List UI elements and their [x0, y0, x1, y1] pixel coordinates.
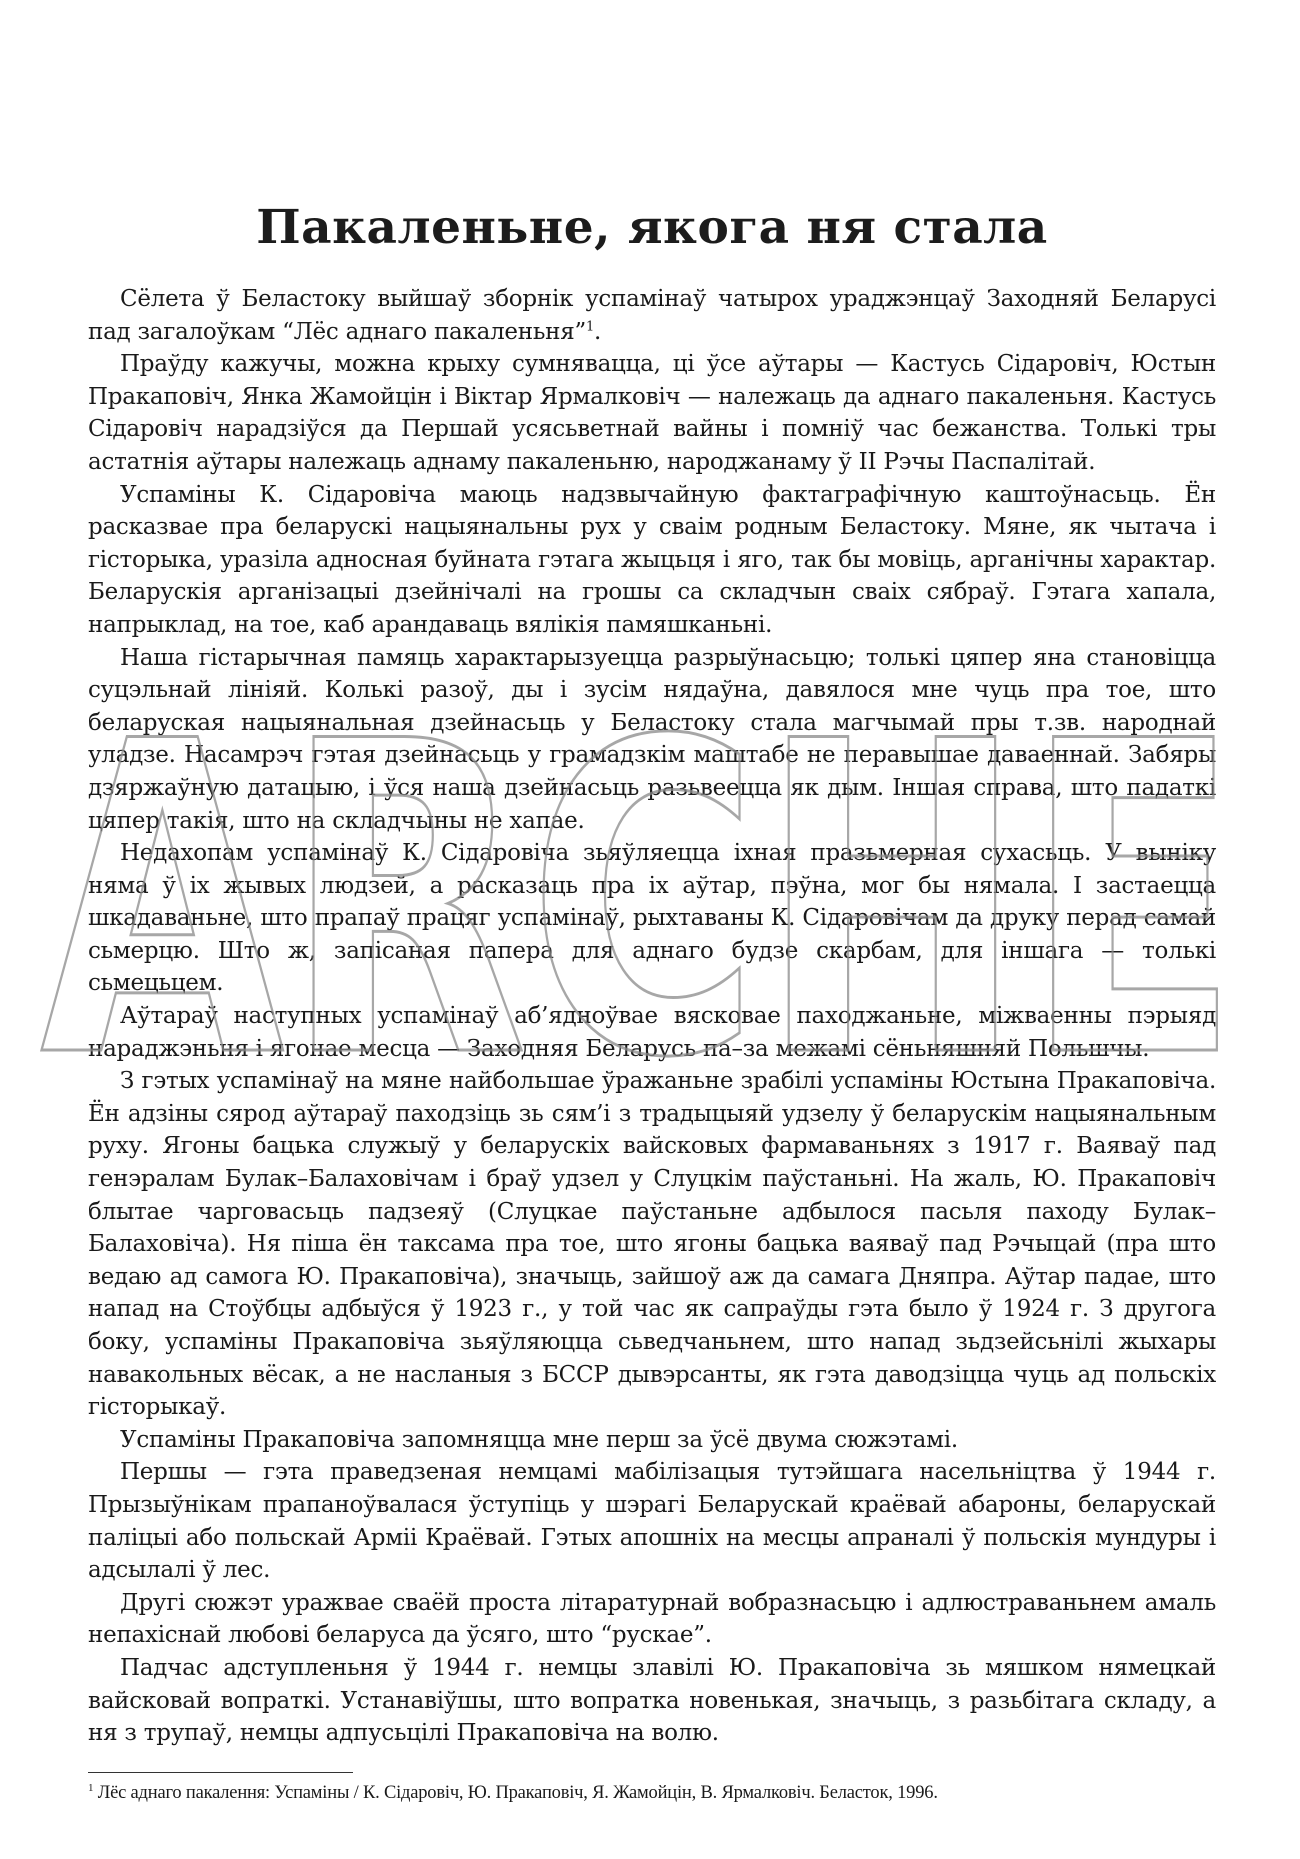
footnote-divider — [88, 1772, 353, 1773]
document-page — [88, 200, 1216, 1805]
article-body — [88, 283, 1216, 1750]
paragraph-text: Сёлета ў Беластоку выйшаў зборнік успамінаў чатырох ураджэнцаў Заходняй Беларусі пад загалоўкам “Лёс аднаго пакаленьня” — [88, 286, 1216, 345]
paragraph: Успаміны К. Сідаровіча маюць надзвычайную фактаграфічную каштоўнасьць. Ён расказвае пра беларускі нацыянальны рух у сваім родным Беластоку. Мяне, як чытача і гісторыка, уразіла адносная буйната гэтага жыцьця і яго, так бы мовіць, арганічны характар. Беларускія арганізацыі дзейнічалі на грошы са складчын сваіх сябраў. Гэтага хапала, напрыклад, на тое, каб арандаваць вялікія памяшканьні. — [88, 481, 1216, 638]
paragraph: Першы — гэта праведзеная немцамі мабілізацыя тутэйшага насельніцтва ў 1944 г. Прызыўнікам прапаноўвалася ўступіць у шэрагі Беларускай краёвай абароны, беларускай паліцыі або польскай Арміі Краёвай. Гэтых апошніх на месцы апраналі ў польскія мундуры і адсылалі ў лес. — [88, 1459, 1216, 1584]
footnote-number: 1 — [88, 1781, 94, 1794]
watermark-text: ARCHE — [40, 652, 1240, 1140]
paragraph: Аўтараў наступных успамінаў аб’ядноўвае вясковае паходжаньне, міжваенны пэрыяд нараджэньня і ягонае месца — Заходняя Беларусь па–за межамі сёньняшняй Польшчы. — [88, 1003, 1216, 1062]
article-title: Пакаленьне, якога ня стала — [256, 200, 1048, 255]
footnote-reference: 1 — [586, 318, 595, 334]
paragraph: Другі сюжэт уражвае сваёй проста літаратурнай вобразнасьцю і адлюстраваньнем амаль непахіснай любові беларуса да ўсяго, што “рускае”. — [88, 1589, 1216, 1649]
paragraph-end-punctuation: . — [594, 318, 602, 345]
paragraph: Успаміны Пракаповіча запомняцца мне перш за ўсё двума сюжэтамі. — [120, 1426, 958, 1453]
paragraph — [88, 283, 1216, 348]
footnote — [88, 1781, 1216, 1805]
paragraph: Праўду кажучы, можна крыху сумнявацца, ці ўсе аўтары — Кастусь Сідаровіч, Юстын Пракаповіч, Янка Жамойцін і Віктар Ярмалковіч — належаць да аднаго пакаленьня. Кастусь Сідаровіч нарадзіўся да Першай усясьветнай вайны і помніў час бежанства. Толькі тры астатнія аўтары належаць аднаму пакаленьню, народжанаму ў ІІ Рэчы Паспалітай. — [88, 351, 1216, 475]
paragraph: Недахопам успамінаў К. Сідаровіча зьяўляецца іхная празьмерная сухасьць. У выніку няма ў іх жывых людзей, а расказаць пра іх аўтар, пэўна, мог бы нямала. І застаецца шкадаваньне, што прапаў працяг успамінаў, рыхтаваны К. Сідаровічам да друку перад самай сьмерцю. Што ж, запісаная папера для аднаго будзе скарбам, для іншага — толькі сьмецьцем. — [88, 840, 1216, 997]
paragraph: Падчас адступленьня ў 1944 г. немцы злавілі Ю. Пракаповіча зь мяшком нямецкай вайсковай вопраткі. Устанавіўшы, што вопратка новенькая, значыць, з разьбітага складу, а ня з трупаў, немцы адпусьцілі Пракаповіча на волю. — [88, 1654, 1216, 1747]
paragraph: З гэтых успамінаў на мяне найбольшае ўражаньне зрабілі успаміны Юстына Пракаповіча. Ён адзіны сярод аўтараў паходзіць зь сям’і з традыцыяй удзелу ў беларускім нацыянальным руху. Ягоны бацька служыў у беларускіх вайсковых фармаваньнях з 1917 г. Ваяваў пад генэралам Булак–Балаховічам і браў удзел у Слуцкім паўстаньні. На жаль, Ю. Пракаповіч блытае чарговасьць падзеяў (Слуцкае паўстаньне адбылося пасьля паходу Булак–Балаховіча). Ня піша ён таксама пра тое, што ягоны бацька ваяваў пад Рэчыцай (пра што ведаю ад самога Ю. Пракаповіча), значыць, зайшоў аж да самага Дняпра. Аўтар падае, што напад на Стоўбцы адбыўся ў 1923 г., у той час як сапраўды гэта было ў 1924 г. З другога боку, успаміны Пракаповіча зьяўляюцца сьведчаньнем, што напад зьдзейсьнілі жыхары навакольных вёсак, а не насланыя з БССР дывэрсанты, як гэта даводзіцца чуць ад польскіх гісторыкаў. — [88, 1068, 1216, 1421]
paragraph: Наша гістарычная памяць характарызуецца разрыўнасьцю; толькі цяпер яна становіцца суцэльнай лініяй. Колькі разоў, ды і зусім нядаўна, давялося мне чуць пра тое, што беларуская нацыянальная дзейнасьць у Беластоку стала магчымай пры т.зв. народнай уладзе. Насамрэч гэтая дзейнасьць у грамадзкім маштабе не перавышае даваеннай. Забяры дзяржаўную датацыю, і ўся наша дзейнасьць разьвеецца як дым. Іншая справа, што падаткі цяпер такія, што на складчыны не хапае. — [88, 644, 1216, 834]
footnote-text: Лёс аднаго пакалення: Успаміны / К. Сідаровіч, Ю. Пракаповіч, Я. Жамойцін, В. Ярмалковіч. Беласток, 1996. — [97, 1782, 938, 1803]
